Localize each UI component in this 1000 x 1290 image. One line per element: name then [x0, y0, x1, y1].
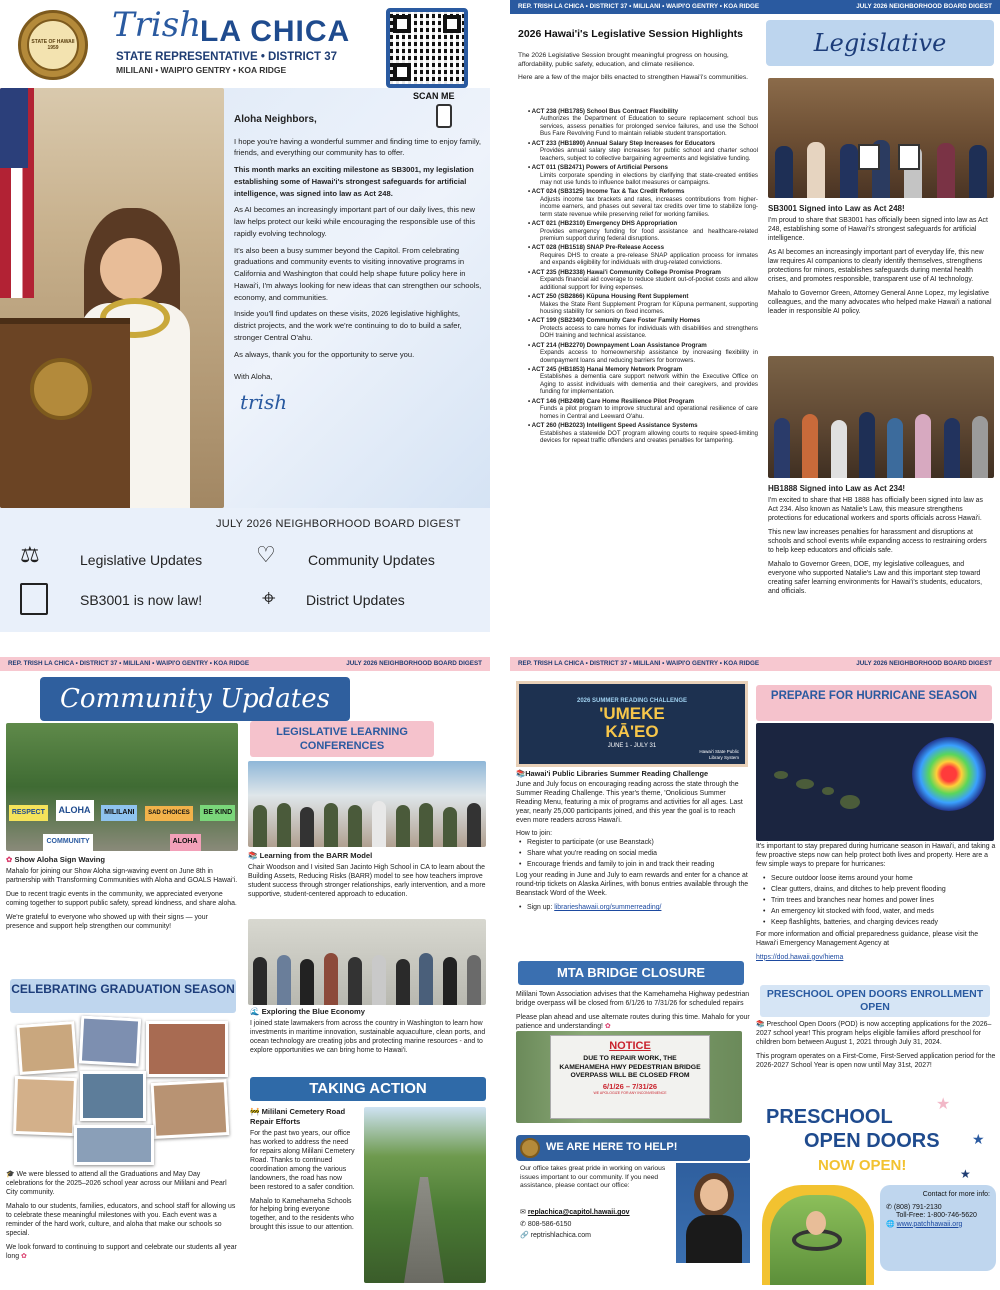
- sign-text: SAD CHOICES: [145, 806, 193, 821]
- show-aloha-title: Show Aloha Sign Waving: [14, 855, 106, 864]
- pod-para: This program operates on a First-Come, First-Served application period for the 2026-2027 School Year is open now until May 31st, 2027!: [756, 1052, 996, 1069]
- letter-greeting: Aloha Neighbors,: [234, 114, 317, 125]
- show-aloha-heading: [6, 855, 238, 865]
- pod-contact-card: [880, 1185, 996, 1271]
- show-aloha-para: Mahalo for joining our Show Aloha sign-waving event on June 8th in partnership with Transforming Communities with Aloha and GOALS Hawai'i.: [6, 867, 238, 884]
- sign-text: RESPECT: [9, 805, 48, 822]
- gavel-icon: ⚖: [20, 542, 40, 567]
- header-right: JULY 2026 NEIGHBORHOOD BOARD DIGEST: [856, 660, 992, 668]
- show-aloha-para: Due to recent tragic events in the community, we appreciated everyone coming together to support public safety, spread kindness, and share aloha.: [6, 890, 237, 907]
- hurricane-section: [756, 843, 996, 968]
- book-icon: 📚: [756, 1021, 765, 1028]
- act-item: [528, 398, 758, 420]
- rep-title: STATE REPRESENTATIVE • DISTRICT 37: [116, 51, 338, 63]
- bill-signing-photo-1: [768, 78, 994, 198]
- toc-community[interactable]: Community Updates: [308, 552, 435, 568]
- help-web[interactable]: reptrishlachica.com: [530, 1232, 591, 1240]
- help-para: Our office takes great pride in working on various issues important to our community. If you need assistance, please contact our office:: [520, 1165, 666, 1190]
- act-title: • ACT 233 (HB1890) Annual Salary Step Increases for Educators: [528, 139, 716, 147]
- act-description: Expands financial aid coverage to reduce student out-of-pocket costs and allow additional support for living expenses.: [540, 276, 758, 291]
- bullet-icon: •: [528, 366, 532, 373]
- toc-district[interactable]: District Updates: [306, 592, 405, 608]
- book-icon: 📚: [516, 769, 526, 778]
- summer-reading-poster: [516, 681, 748, 767]
- act-item: [528, 422, 758, 444]
- flower-icon: ✿: [6, 855, 13, 864]
- sb3001-section: [768, 204, 994, 322]
- act-title: • ACT 021 (HB2310) Emergency DHS Appropriation: [528, 220, 678, 228]
- page-district: [510, 657, 1000, 1290]
- session-intro: [518, 52, 763, 88]
- bullet-icon: •: [528, 139, 532, 147]
- graduation-title: CELEBRATING GRADUATION SEASON: [10, 979, 236, 1013]
- cemetery-para: For the past two years, our office has worked to address the need for repairs along Mililani Cemetery Road. Thanks to continued coordination among the various landowners, the road has now been restored to a safer condition.: [250, 1129, 355, 1191]
- show-aloha-section: [6, 855, 238, 937]
- sign-waving-photo: [6, 723, 238, 851]
- location-pin-icon: ⌖: [262, 585, 276, 612]
- poster-brand: Hawai'i State Public Library System: [699, 749, 739, 760]
- last-name: LA CHICA: [200, 15, 351, 48]
- help-box: [516, 1135, 750, 1289]
- act-description: Provides emergency funding for food assistance and healthcare-related premium support during federal disruptions.: [540, 227, 758, 242]
- page-legislative: [510, 0, 1000, 632]
- letter-para: As always, thank you for the opportunity to serve you.: [234, 349, 415, 359]
- list-item: • Clear gutters, drains, and ditches to help prevent flooding: [760, 886, 996, 895]
- pod-web[interactable]: www.patchhawaii.org: [896, 1220, 963, 1228]
- act-item: [528, 366, 758, 396]
- act-item: [528, 188, 758, 218]
- list-item: • Secure outdoor loose items around your home: [760, 875, 996, 884]
- act-title: • ACT 260 (HB2023) Intelligent Speed Assistance Systems: [528, 422, 698, 430]
- star-icon: ★: [972, 1131, 985, 1147]
- poster-dates: JUNE 1 - JULY 31: [607, 743, 657, 749]
- seal-year: 1959: [47, 45, 59, 51]
- phone-row: [520, 1221, 630, 1230]
- taking-action-title: TAKING ACTION: [250, 1077, 486, 1101]
- pod-web-row: [886, 1221, 990, 1230]
- show-aloha-para: We're grateful to everyone who showed up with their signs — your presence and support help strengthen our community!: [6, 913, 208, 930]
- bullet-icon: •: [528, 341, 532, 349]
- act-item: [528, 293, 758, 315]
- cemetery-heading: [250, 1107, 358, 1127]
- letter-para-highlight: This month marks an exciting milestone as SB3001, my legislation establishing some of Hawai'i's strongest safeguards for artificial intelligence, was signed into law as Act 248.: [234, 165, 474, 198]
- book-icon: 📚: [248, 851, 258, 860]
- list-item: • An emergency kit stocked with food, water, and meds: [760, 908, 996, 917]
- hiema-link[interactable]: https://dod.hawaii.gov/hiema: [756, 953, 844, 961]
- mta-title: MTA BRIDGE CLOSURE: [518, 961, 744, 985]
- poster-title-2: KĀ'EO: [605, 722, 659, 741]
- flower-icon: ✿: [20, 1252, 27, 1260]
- sb3001-para: Mahalo to Governor Green, Attorney General Anne Lopez, my legislative colleagues, and the many advocates who helped make Hawai'i a national leader in responsible AI policy.: [768, 290, 992, 316]
- hurricane-title: PREPARE FOR HURRICANE SEASON: [756, 685, 992, 721]
- first-name: Trish: [112, 5, 202, 45]
- act-description: Expands access to homeownership assistance by increasing flexibility in downpayment loans and reducing barriers for borrowers.: [540, 349, 758, 364]
- scan-me-label: SCAN ME: [413, 91, 455, 101]
- act-description: Authorizes the Department of Education to secure replacement school bus services, assess penalties for prolonged service failures, and use the School Bus Fare Revolving Fund to maintain reliable student transportation.: [540, 115, 758, 138]
- cemetery-road-photo: [364, 1107, 486, 1283]
- hurricane-para: It's important to stay prepared during hurricane season in Hawai'i, and taking a few proactive steps now can help protect both lives and property. Here are a few simple ways to prepare for hurricanes:: [756, 843, 996, 868]
- graduation-collage: [14, 1017, 234, 1167]
- district-areas: MILILANI • WAIPI'O GENTRY • KOA RIDGE: [116, 65, 287, 75]
- letter-para: Inside you'll find updates on these visits, 2026 legislative highlights, district projects, and the work we're continuing to do to build a safer, stronger Central O'ahu.: [234, 309, 462, 342]
- pod-text: Preschool Open Doors (POD) is now accepting applications for the 2026–2027 school year! This program helps eligible families afford preschool for children born between August 1, 2021 through July 31, 2024.: [756, 1021, 992, 1046]
- library-heading: [516, 769, 750, 779]
- pod-section: [756, 1021, 996, 1076]
- digest-title: JULY 2026 NEIGHBORHOOD BOARD DIGEST: [216, 518, 461, 530]
- library-steps: [516, 839, 750, 870]
- bullet-icon: •: [528, 293, 532, 301]
- notice-body: DUE TO REPAIR WORK, THE KAMEHAMEHA HWY PEDESTRIAN BRIDGE OVERPASS WILL BE CLOSED FROM: [559, 1055, 701, 1079]
- help-email[interactable]: replachica@capitol.hawaii.gov: [527, 1209, 630, 1216]
- sb3001-para: I'm proud to share that SB3001 has officially been signed into law as Act 248, establishing some of Hawai'i's strongest safeguards for artificial intelligence.: [768, 217, 988, 243]
- barr-para: Chair Woodson and I visited San Jacinto High School in CA to learn about the Building Assets, Reducing Risks (BARR) model to see how teachers improve student success through stronger relationships, early intervention, and a more supportive, student-centered approach to education.: [248, 863, 486, 898]
- signature: trish: [240, 390, 288, 415]
- star-icon: ★: [936, 1096, 951, 1113]
- bullet-icon: •: [528, 317, 532, 325]
- notice-small: WE APOLOGIZE FOR ANY INCONVENIENCE: [593, 1091, 667, 1096]
- graduation-para: [6, 1244, 238, 1262]
- phone-icon: ✆: [520, 1220, 526, 1228]
- act-description: Establishes a dementia care support network within the Executive Office on Aging to assist individuals with dementia and their caregivers, and provides funding for implementation.: [540, 373, 758, 396]
- letter-para: It's also been a busy summer beyond the Capitol. From celebrating graduations and community events to visiting innovative programs in California and Washington that could help shape future policy here in Hawai'i, I'm always looking for new ideas that can strengthen our schools, economy, and communities.: [234, 245, 482, 302]
- construction-icon: 🚧: [250, 1107, 260, 1116]
- library-section: [516, 769, 750, 915]
- toc-sb3001[interactable]: SB3001 is now law!: [80, 592, 203, 608]
- act-item: [528, 164, 758, 186]
- hurricane-para: For more information and official preparedness guidance, please visit the Hawai'i Emergency Management Agency at: [756, 930, 979, 947]
- act-title: • ACT 214 (HB2270) Downpayment Loan Assistance Program: [528, 341, 707, 349]
- wave-icon: 🌊: [250, 1007, 260, 1016]
- pod-contact-heading: Contact for more info:: [922, 1191, 990, 1198]
- graduation-para: Mahalo to our students, families, educators, and school staff for allowing us to celebrate these meaningful milestones with you. Each event was a reminder of the hard work, culture, and aloha that make our schools so special.: [6, 1202, 236, 1237]
- mta-section: [516, 991, 750, 1037]
- mta-para: [516, 1014, 750, 1032]
- hb1888-para: This new law increases penalties for harassment and disruptions at schools and school events while expanding access to restraining orders to help keep educators and officials safe.: [768, 529, 987, 555]
- page-cover: [0, 0, 490, 632]
- sign-text: MILILANI: [101, 805, 137, 822]
- library-signup: [516, 904, 750, 913]
- act-description: Makes the State Rent Supplement Program for Kūpuna permanent, supporting housing stability for seniors on fixed incomes.: [540, 300, 758, 315]
- bullet-icon: •: [528, 220, 532, 228]
- header-right: JULY 2026 NEIGHBORHOOD BOARD DIGEST: [346, 660, 482, 668]
- help-phone[interactable]: 808-586-6150: [527, 1220, 572, 1228]
- act-title: • ACT 011 (SB2471) Powers of Artificial Persons: [528, 164, 668, 172]
- legislative-updates-banner: Legislative: [766, 20, 994, 66]
- signup-link[interactable]: librarieshawaii.org/summerreading/: [554, 904, 662, 912]
- page-header: [510, 0, 1000, 14]
- web-row: [520, 1232, 630, 1241]
- list-item: • Keep flashlights, batteries, and charging devices ready: [760, 919, 996, 928]
- barr-photo: [248, 761, 486, 847]
- blue-economy-section: [250, 1007, 486, 1061]
- act-description: Requires DHS to create a pre-release SNAP application process for inmates and expands eligibility for individuals with drug-related convictions.: [540, 251, 758, 267]
- session-heading: 2026 Hawai'i's Legislative Session Highlights: [518, 28, 743, 40]
- notice-sign-photo: [516, 1031, 742, 1123]
- act-title: • ACT 028 (HB1518) SNAP Pre-Release Access: [528, 244, 665, 252]
- list-item: • Register to participate (or use Beanstack): [516, 839, 750, 848]
- library-how-label: How to join:: [516, 830, 553, 838]
- seal-text: STATE OF HAWAII: [31, 38, 75, 45]
- act-description: Adjusts income tax brackets and rates, increases contributions from higher-income earners, and phases out several tax credits over time to stabilize long-term state revenue while preserving relief for working families.: [540, 195, 758, 218]
- act-item: [528, 269, 758, 291]
- hb1888-section: [768, 484, 994, 602]
- page-header: [510, 657, 1000, 671]
- bullet-icon: •: [528, 108, 532, 115]
- toc-legislative[interactable]: Legislative Updates: [80, 552, 203, 568]
- act-description: Protects access to care homes for individuals with disabilities and strengthens DOH training and technical assistance.: [540, 324, 758, 340]
- hb1888-heading: HB1888 Signed into Law as Act 234!: [768, 484, 906, 493]
- act-item: [528, 108, 758, 138]
- pod-big-3: NOW OPEN!: [818, 1157, 907, 1174]
- hb1888-para: Mahalo to Governor Green, DOE, my legislative colleagues, and everyone who supported Natalie's Law and this important step toward creating safer learning environments for Hawai'i's students, educators, and officials.: [768, 561, 983, 596]
- act-title: • ACT 146 (HB2498) Care Home Resilience Pilot Program: [528, 397, 694, 405]
- cemetery-section: [250, 1107, 358, 1238]
- act-title: • ACT 199 (SB2340) Community Care Foster Family Homes: [528, 317, 701, 325]
- email-icon: ✉: [520, 1209, 526, 1216]
- bullet-icon: •: [528, 422, 532, 430]
- graduation-text: We were blessed to attend all the Graduations and May Day celebrations for the 2025–2026 school year across our Mililani and Pearl City community.: [6, 1171, 227, 1196]
- sign-text: COMMUNITY: [43, 834, 92, 851]
- pod-big-2: OPEN DOORS: [804, 1130, 940, 1152]
- child-swing-photo: [762, 1185, 874, 1285]
- mta-text: Please plan ahead and use alternate routes during this time. Mahalo for your patience and understanding!: [516, 1013, 750, 1030]
- community-updates-banner: Community Updates: [40, 677, 350, 721]
- hurricane-list: [760, 875, 996, 928]
- rep-headshot: [676, 1163, 750, 1263]
- act-title: • ACT 238 (HB1785) School Bus Contract Flexibility: [528, 108, 679, 115]
- flower-icon: ✿: [604, 1022, 611, 1030]
- act-item: [528, 317, 758, 339]
- grad-cap-icon: 🎓: [6, 1171, 15, 1178]
- bullet-icon: •: [528, 188, 532, 196]
- act-item: [528, 140, 758, 162]
- poster-title-1: 'UMEKE: [599, 704, 665, 723]
- notice-title: NOTICE: [609, 1040, 651, 1052]
- act-description: Provides annual salary step increases for public school and charter school teachers, subject to collective bargaining agreements and legislative funding.: [540, 147, 758, 162]
- graduation-text: We look forward to continuing to support and celebrate our students all year long: [6, 1243, 237, 1260]
- globe-icon: 🌐: [886, 1220, 895, 1228]
- barr-title: Learning from the BARR Model: [259, 851, 373, 860]
- sign-text: ALOHA: [56, 800, 94, 821]
- blue-economy-heading: [250, 1007, 486, 1017]
- graduation-section: [6, 1171, 238, 1267]
- sign-text: BE KIND: [200, 805, 235, 822]
- blue-economy-para: I joined state lawmakers from across the country in Washington to learn how investments in maritime innovation, sustainable aquaculture, clean ports, and ocean technology are creating jobs and protecting marine resources - and to explore opportunities we can bring home to Hawai'i.: [250, 1019, 486, 1054]
- list-item: • Encourage friends and family to join in and track their reading: [516, 861, 750, 870]
- intro-para: The 2026 Legislative Session brought meaningful progress on housing, affordability, public safety, education, and climate resilience.: [518, 52, 729, 68]
- handshake-icon: ♡: [256, 542, 276, 567]
- notice-dates: 6/1/26 – 7/31/26: [602, 1081, 658, 1091]
- header-right: JULY 2026 NEIGHBORHOOD BOARD DIGEST: [856, 3, 992, 11]
- link-icon: 🔗: [520, 1232, 529, 1240]
- help-contacts: [520, 1209, 630, 1241]
- library-para: Log your reading in June and July to earn rewards and enter for a chance at round-trip tickets on Alaska Airlines, with bonus entries available through the Beanstack Word of the Week.: [516, 872, 749, 898]
- act-title: • ACT 024 (SB3125) Income Tax & Tax Credit Reforms: [528, 188, 685, 196]
- act-description: Funds a pilot program to improve structural and operational resilience of care homes in Central and Leeward O'ahu.: [540, 405, 758, 420]
- bullet-icon: •: [528, 244, 532, 252]
- poster-subtitle: 2026 SUMMER READING CHALLENGE: [576, 697, 687, 704]
- pod-tollfree[interactable]: Toll-Free: 1-800-746-5620: [896, 1212, 977, 1220]
- act-title: • ACT 235 (HB2338) Hawai'i Community College Promise Program: [528, 268, 721, 276]
- pod-para: [756, 1021, 996, 1048]
- act-description: Limits corporate spending in elections by clarifying that state-created entities may not use funds to influence ballot measures or campaigns.: [540, 171, 758, 186]
- state-seal: [18, 10, 88, 80]
- sign-text: ALOHA: [170, 834, 201, 851]
- document-icon: [20, 583, 48, 615]
- hb1888-para: I'm excited to share that HB 1888 has officially been signed into law as Act 234. Also known as Natalie's Law, this measure strengthens protections for educational workers and sports officials across Hawai'i.: [768, 497, 983, 523]
- cemetery-title: Mililani Cemetery Road Repair Efforts: [250, 1107, 346, 1126]
- barr-section: [248, 851, 486, 905]
- act-item: [528, 244, 758, 266]
- header-left: REP. TRISH LA CHICA • DISTRICT 37 • MILILANI • WAIPI'O GENTRY • KOA RIDGE: [8, 660, 250, 668]
- hurricane-satellite-map: [756, 723, 994, 841]
- bullet-icon: •: [528, 268, 532, 276]
- barr-heading: [248, 851, 486, 861]
- bullet-icon: •: [528, 164, 532, 172]
- cemetery-para: Mahalo to Kamehameha Schools for helping bring everyone together, and to the residents who brought this issue to our attention.: [250, 1197, 354, 1232]
- state-seal-icon: [520, 1138, 540, 1158]
- qr-code[interactable]: [386, 8, 468, 88]
- acts-list: [528, 108, 758, 446]
- act-item: [528, 342, 758, 364]
- blue-economy-title: Exploring the Blue Economy: [261, 1007, 365, 1016]
- act-title: • ACT 250 (SB2866) Kūpuna Housing Rent Supplement: [528, 293, 689, 301]
- pod-phone-row: [886, 1204, 990, 1213]
- pod-phone[interactable]: (808) 791-2130: [893, 1203, 942, 1211]
- portrait-photo: [0, 88, 224, 508]
- list-item: • Trim trees and branches near homes and power lines: [760, 897, 996, 906]
- letter-para: As AI becomes an increasingly important part of our daily lives, this new law helps protect our keiki while encouraging the responsible use of this rapidly evolving technology.: [234, 205, 476, 238]
- mta-para: Mililani Town Association advises that the Kamehameha Highway pedestrian bridge overpass will be closed from 6/1/26 to 7/31/26 for scheduled repairs: [516, 991, 750, 1007]
- help-title: WE ARE HERE TO HELP!: [546, 1141, 678, 1153]
- page-header: [0, 657, 490, 671]
- star-icon: ★: [960, 1167, 971, 1181]
- blue-economy-photo: [248, 919, 486, 1005]
- pod-big-1: PRESCHOOL: [766, 1106, 893, 1128]
- email-row: [520, 1209, 630, 1218]
- llc-title: LEGISLATIVE LEARNING CONFERENCES: [250, 721, 434, 757]
- letter-body: [234, 112, 484, 418]
- header-left: REP. TRISH LA CHICA • DISTRICT 37 • MILILANI • WAIPI'O GENTRY • KOA RIDGE: [518, 660, 760, 668]
- sb3001-heading: SB3001 Signed into Law as Act 248!: [768, 204, 905, 213]
- bullet-icon: •: [528, 397, 532, 405]
- page-community: [0, 657, 490, 1290]
- library-para: June and July focus on encouraging reading across the state through the Summer Reading Challenge. This year's theme, 'Onolicious Summer Reading Menu, featuring a mix of programs and activities for all ages. Last year, nearly 25,000 participants joined, and this year the goal is to reach even more readers across Hawai'i.: [516, 780, 743, 824]
- header-left: REP. TRISH LA CHICA • DISTRICT 37 • MILILANI • WAIPI'O GENTRY • KOA RIDGE: [518, 3, 760, 11]
- act-item: [528, 220, 758, 242]
- sb3001-para: As AI becomes an increasingly important part of everyday life, this new law requires AI companions to clearly identify themselves, strengthens protections for minors, establishes safeguards during mental health crises, and promotes responsible, transparent use of AI technology.: [768, 249, 984, 284]
- intro-para: Here are a few of the major bills enacted to strengthen Hawai'i's communities.: [518, 74, 749, 82]
- signup-label: Sign up:: [527, 904, 553, 912]
- list-item: • Share what you're reading on social media: [516, 850, 750, 859]
- act-description: Establishes a statewide DOT program allowing courts to require speed-limiting devices for repeat traffic offenders and creates penalties for tampering.: [540, 429, 758, 444]
- act-title: • ACT 245 (HB1853) Hanai Memory Network Program: [528, 366, 683, 373]
- letter-signoff: With Aloha,: [234, 371, 273, 381]
- letter-para: I hope you're having a wonderful summer and finding time to enjoy family, friends, and everything our community has to offer.: [234, 136, 481, 158]
- graduation-para: [6, 1171, 238, 1198]
- pod-title: PRESCHOOL OPEN DOORS ENROLLMENT OPEN: [760, 985, 990, 1017]
- library-title: Hawai'i Public Libraries Summer Reading Challenge: [525, 769, 709, 778]
- phone-icon: ✆: [886, 1203, 892, 1211]
- bill-signing-photo-2: [768, 356, 994, 478]
